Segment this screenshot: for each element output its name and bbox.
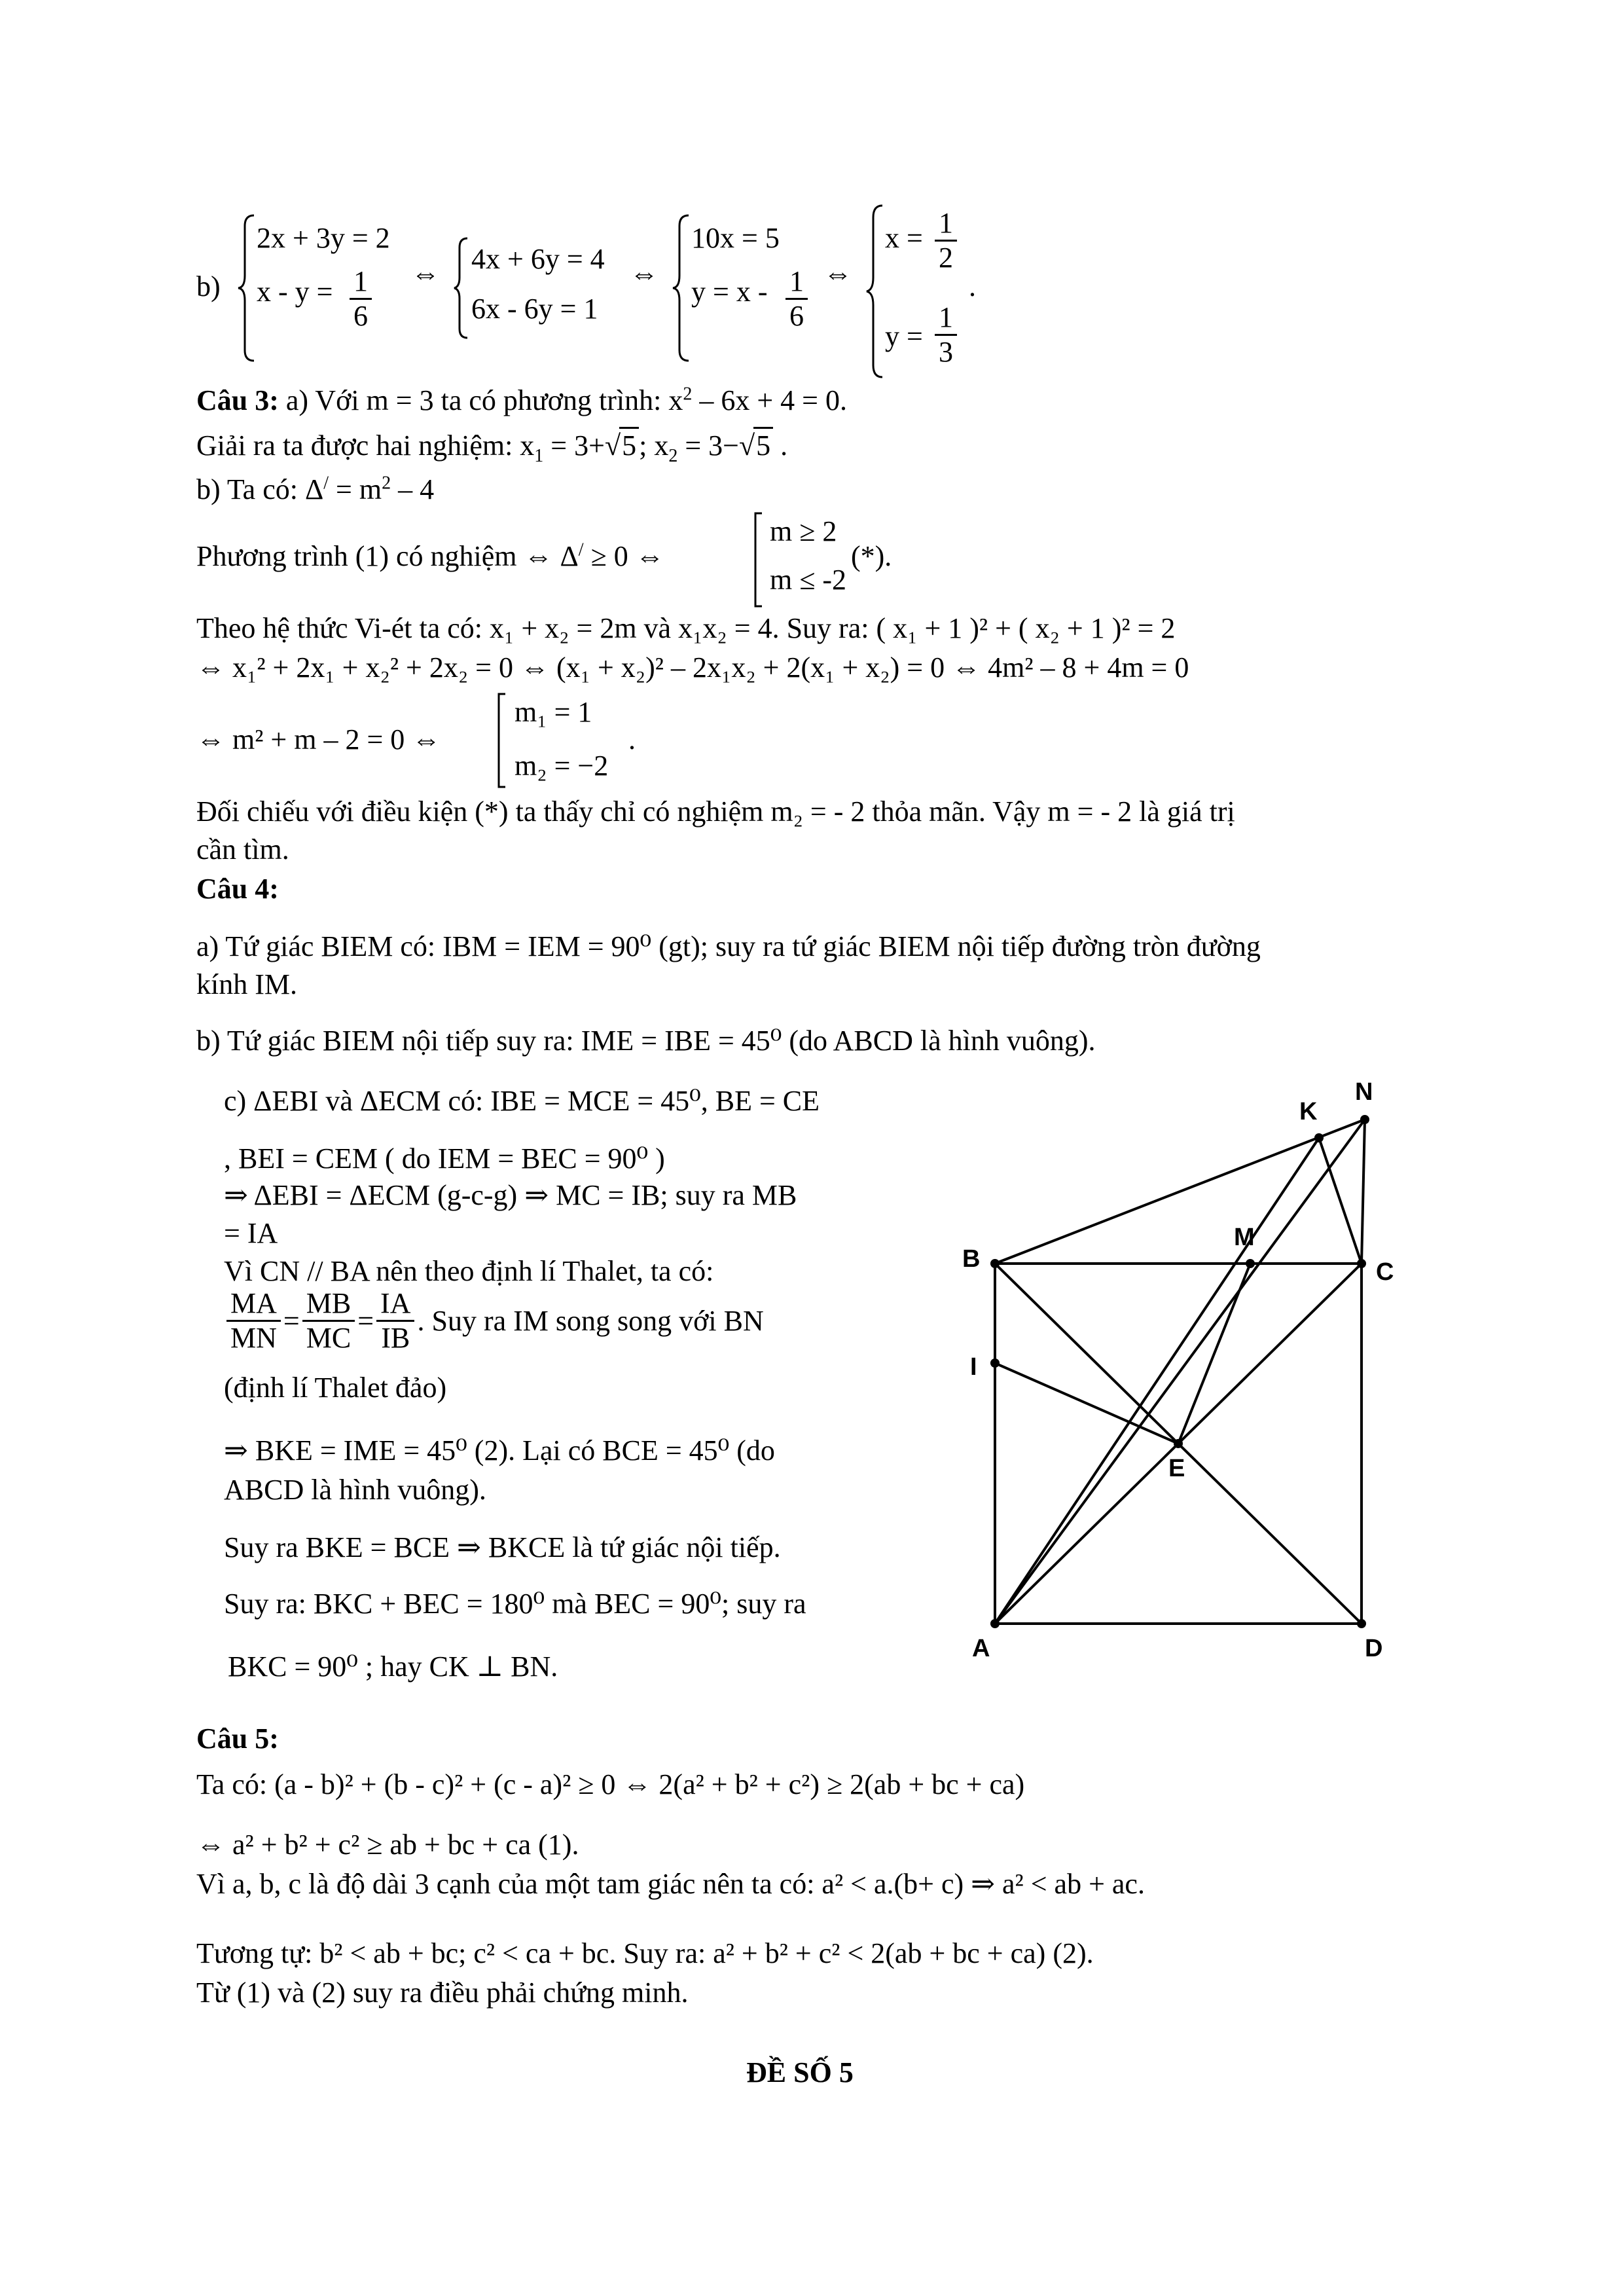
q2b-label: b) [196, 270, 221, 302]
equiv-1: ⇔ [411, 257, 440, 289]
point-e [1174, 1439, 1183, 1448]
sys2-row1: 4x + 6y = 4 [471, 243, 605, 275]
point-m [1246, 1259, 1255, 1268]
geometry-figure [943, 1067, 1440, 1676]
brace-icon [237, 213, 257, 363]
point-k [1314, 1133, 1324, 1142]
point-d [1357, 1619, 1366, 1628]
sys1-row1: 2x + 3y = 2 [257, 222, 390, 254]
point-b [990, 1259, 1000, 1268]
label-b: B [962, 1245, 981, 1273]
brace-icon [865, 203, 885, 380]
q4-c7: (định lí Thalet đảo) [224, 1372, 447, 1404]
q3-root-tail: . [628, 723, 636, 756]
label-c: C [1376, 1258, 1394, 1286]
sys4-fraction-1: $\frac{1}{2}$ [935, 207, 957, 274]
brace-icon [453, 236, 470, 340]
frac-ma-mn: $\frac{MA}{MN}$ [226, 1287, 281, 1355]
q4-c12: BKC = 90⁰ ; hay CK ⊥ BN. [228, 1650, 558, 1683]
q3-root-2: m₂ = −2 [514, 750, 609, 782]
q3-line1: Câu 3: a) Với m = 3 ta có phương trình: $x^2 - 6x + 4 = 0$. [196, 384, 847, 416]
frac-ia-ib: $\frac{IA}{IB}$ [376, 1287, 414, 1355]
q3-line2: Giải ra ta được hai nghiệm: $x_1 = 3+√5$; $x_2 = 3-√5$ . [196, 427, 787, 463]
label-m: M [1234, 1224, 1255, 1251]
q4-c5: Vì CN // BA nên theo định lí Thalet, ta có: [224, 1255, 714, 1287]
label-n: N [1355, 1078, 1373, 1106]
q3-line3: b) Ta có: $\Delta^/ = m^2 - 4$ [196, 473, 435, 505]
q3-line8: Đối chiếu với điều kiện (*) ta thấy chỉ có nghiệm m₂ = - 2 thỏa mãn. Vậy m = - 2 là giá trị [196, 795, 1235, 828]
equiv-2: ⇔ [630, 257, 659, 289]
segment-bn [995, 1120, 1365, 1264]
label-e: E [1168, 1455, 1185, 1482]
q4-c8: ⇒ BKE = IME = 45⁰ (2). Lại có BCE = 45⁰ (do [224, 1434, 775, 1467]
q4-title: Câu 4: [196, 873, 279, 905]
sys3-fraction: $\frac{1}{6}$ [785, 265, 808, 333]
sys3-row2: y = x - [691, 276, 768, 308]
q4-c1: c) ΔEBI và ΔECM có: IBE = MCE = 45⁰, BE = CE [224, 1085, 820, 1117]
q4-a2: kính IM. [196, 968, 297, 1000]
sys2-row2: 6x - 6y = 1 [471, 293, 598, 325]
q4-c10: Suy ra BKE = BCE ⇒ BKCE là tứ giác nội tiếp. [224, 1531, 781, 1563]
segment-an [995, 1120, 1365, 1624]
sys1-fraction: $\frac{1}{6}$ [350, 265, 372, 333]
segment-ak [995, 1138, 1319, 1624]
q3-line5: Theo hệ thức Vi-ét ta có: x₁ + x₂ = 2m và x₁x₂ = 4. Suy ra: ( x₁ + 1 )² + ( x₂ + 1 )² = 2 [196, 612, 1176, 644]
bracket-icon [751, 511, 765, 609]
point-n [1360, 1115, 1369, 1124]
q5-l5: Từ (1) và (2) suy ra điều phải chứng minh. [196, 1977, 689, 2009]
segment-cn [1362, 1120, 1365, 1264]
q5-l2: ⇔ a² + b² + c² ≥ ab + bc + ca (1). [196, 1829, 579, 1861]
sys4-row2: y = [885, 320, 923, 352]
q3-cond-1: m ≥ 2 [770, 515, 837, 547]
q5-l4: Tương tự: b² < ab + bc; c² < ca + bc. Suy ra: a² + b² + c² < 2(ab + bc + ca) (2). [196, 1937, 1094, 1969]
q5-l3: Vì a, b, c là độ dài 3 cạnh của một tam giác nên ta có: a² < a.(b+ c) ⇒ a² < ab + ac. [196, 1868, 1145, 1900]
point-i [990, 1358, 1000, 1368]
q4-c11: Suy ra: BKC + BEC = 180⁰ mà BEC = 90⁰; suy ra [224, 1588, 806, 1620]
q3-line9: cần tìm. [196, 833, 289, 866]
q3-cond-2: m ≤ -2 [770, 564, 847, 596]
segment-ie [995, 1363, 1178, 1444]
label-d: D [1365, 1635, 1383, 1662]
label-k: K [1299, 1098, 1318, 1125]
q4-c9: ABCD là hình vuông). [224, 1474, 486, 1506]
q4-c4: = IA [224, 1217, 278, 1249]
q4-c3: ⇒ ΔEBI = ΔECM (g-c-g) ⇒ MC = IB; suy ra MB [224, 1179, 797, 1211]
q3-line7: ⇔ m² + m – 2 = 0 ⇔ [196, 723, 441, 756]
q4-c6: $\frac{MA}{MN}$ = $\frac{MB}{MC}$ = $\frac{IA}{IB}$ . Suy ra IM song song với BN [224, 1287, 764, 1355]
segment-em [1178, 1264, 1250, 1444]
sys4-fraction-2: $\frac{1}{3}$ [935, 301, 957, 369]
section-title: ĐỀ SỐ 5 [746, 2056, 854, 2088]
point-c [1357, 1259, 1366, 1268]
q3-line4: Phương trình (1) có nghiệm ⇔ Δ/ ≥ 0 ⇔ [196, 539, 664, 572]
frac-mb-mc: $\frac{MB}{MC}$ [302, 1287, 355, 1355]
q4-c2: , BEI = CEM ( do IEM = BEC = 90⁰ ) [224, 1142, 665, 1175]
equiv-3: ⇔ [823, 257, 852, 289]
label-i: I [970, 1353, 977, 1381]
sys3-row1: 10x = 5 [691, 222, 780, 254]
q3-root-1: m₁ = 1 [514, 696, 592, 728]
label-a: A [972, 1635, 990, 1662]
q4-b1: b) Tứ giác BIEM nội tiếp suy ra: IME = IBE = 45⁰ (do ABCD là hình vuông). [196, 1025, 1096, 1057]
q5-l1: Ta có: (a - b)² + (b - c)² + (c - a)² ≥ 0 ⇔ 2(a² + b² + c²) ≥ 2(ab + bc + ca) [196, 1768, 1025, 1800]
segment-kc [1319, 1138, 1362, 1264]
bracket-icon [495, 691, 508, 790]
point-a [990, 1619, 1000, 1628]
sys4-dot: . [969, 270, 976, 302]
q4-a1: a) Tứ giác BIEM có: IBM = IEM = 90⁰ (gt); suy ra tứ giác BIEM nội tiếp đường tròn đường [196, 930, 1261, 962]
sys1-row2: x - y = [257, 276, 333, 308]
sys4-row1: x = [885, 222, 923, 254]
q3-cond-tail: (*). [851, 540, 892, 572]
brace-icon [672, 213, 691, 363]
q3-title: Câu 3: [196, 384, 279, 416]
q3-line6: ⇔ x₁² + 2x₁ + x₂² + 2x₂ = 0 ⇔ (x₁ + x₂)² – 2x₁x₂ + 2(x₁ + x₂) = 0 ⇔ 4m² – 8 + 4m = 0 [196, 651, 1189, 683]
q5-title: Câu 5: [196, 1722, 279, 1755]
